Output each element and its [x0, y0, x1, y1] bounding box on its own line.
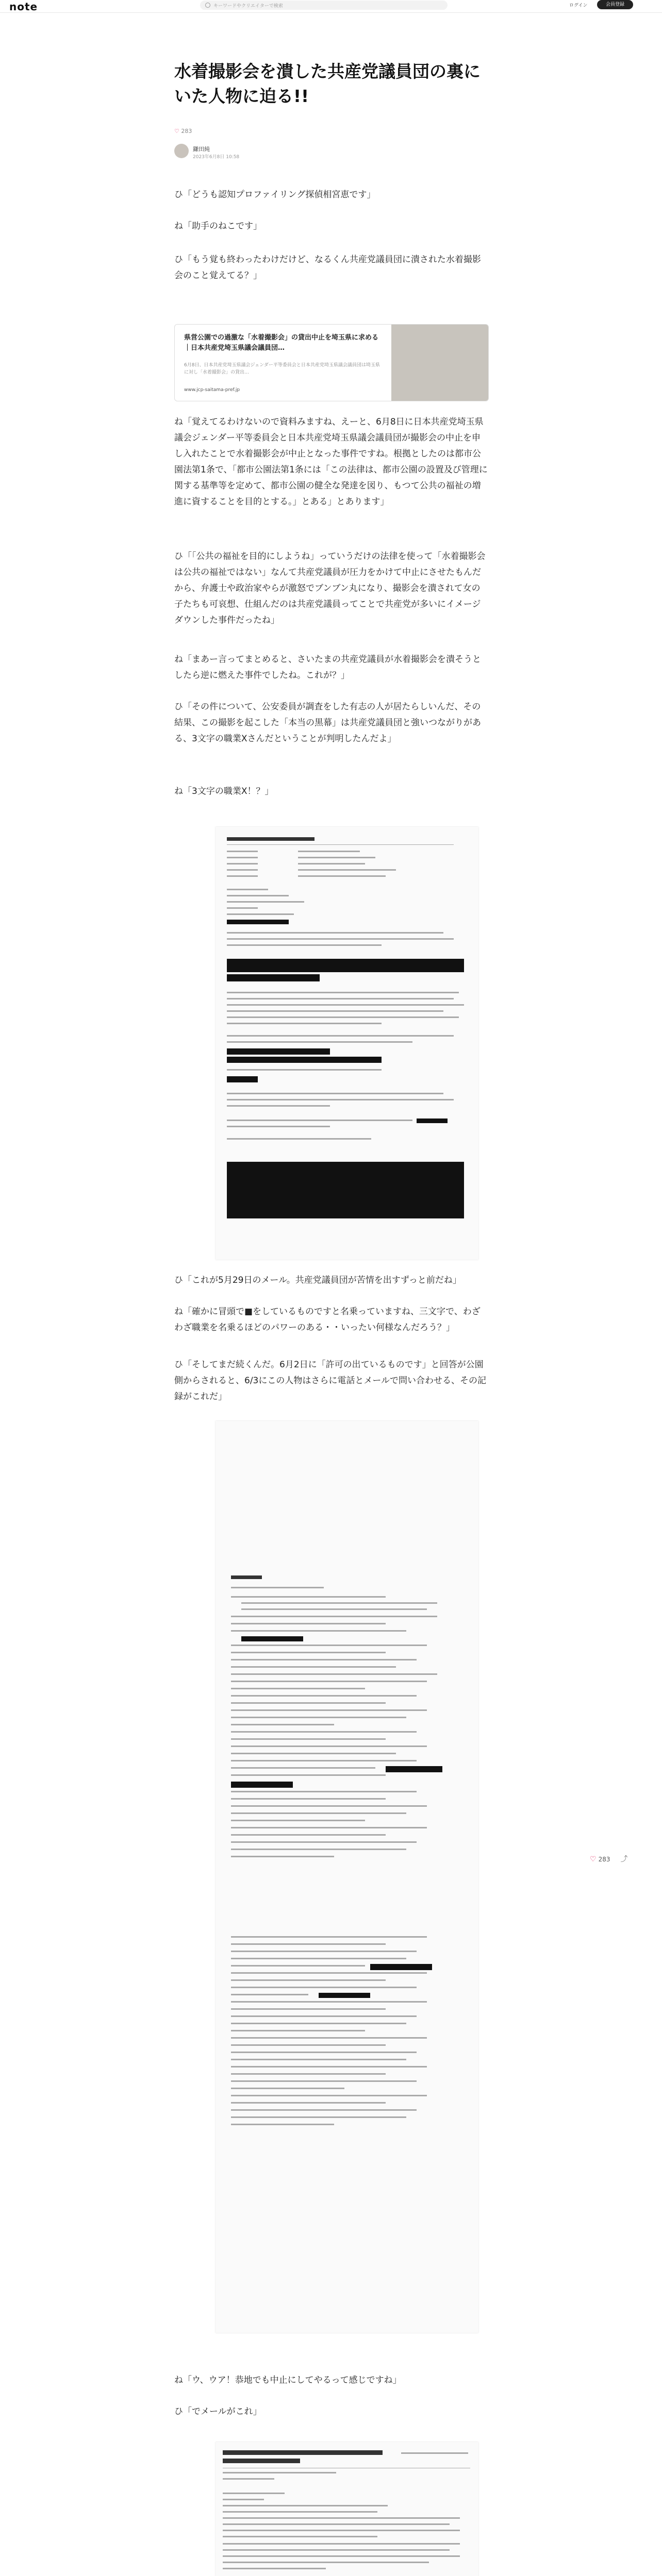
paragraph: ね「ウ、ウア！恭地でも中止にしてやるって感じですね」 [174, 2375, 402, 2385]
like-count-value: 283 [181, 128, 192, 134]
paragraph: ひ「でメールがこれ」 [174, 2406, 262, 2417]
paragraph: ひ「「公共の福祉を目的にしようね」っていうだけの法律を使って「水着撮影会は公共の福祉ではない」なんて共産党議員が圧力をかけて中止にさせたもんだから、弁護士や政治家やらが激怒でブンブン丸になり、撮影会を潰されて女の子たちも可哀想、仕組んだのは共産党議員ってことで共産党が多いにイメージダウンした事件だったね」 [174, 551, 486, 625]
link-card-thumbnail [391, 325, 489, 401]
paragraph: ね「まあー言ってまとめると、さいたまの共産党議員が水着撮影会を潰そうとしたら逆に燃えた事件でしたね。これが？」 [174, 654, 481, 681]
site-header [0, 0, 662, 13]
author-name[interactable]: 鎌田純 [193, 146, 210, 152]
signup-button[interactable]: 会員登録 [597, 0, 633, 9]
search-placeholder: キーワードやクリエイターで検索 [213, 4, 283, 9]
paragraph: ね「3文字の職業X！？」 [174, 786, 274, 796]
link-card-title: 県営公園での過激な「水着撮影会」の貸出中止を埼玉県に求める｜日本共産党埼玉県議会議員団… [184, 334, 379, 352]
author-avatar[interactable] [174, 144, 189, 158]
like-count-side: 283 [598, 1856, 610, 1863]
note-logo[interactable]: note [9, 1, 38, 13]
inquiry-log-screenshot [216, 1421, 478, 2333]
email-screenshot-1 [216, 827, 478, 1260]
paragraph: ね「覚えてるわけないので資料みますね、えーと、6月8日に日本共産党埼玉県議会ジェンダー平等委員会と日本共産党埼玉県議会議員団が撮影会の中止を申し入れたことで水着撮影会が中止となった事件ですね。根拠としたのは都市公園法第1条で、「都市公園法第1条には「この法律は、都市公園の設置及び管理に関する基準等を定めて、都市公園の健全な発達を図り、もつて公共の福祉の増進に資することを目的とする。」とある」とあります」 [174, 417, 488, 507]
paragraph: ひ「その件について、公安委員が調査をした有志の人が居たらしいんだ、その結果、この撮影を起こした「本当の黒幕」は共産党議員団と強いつながりがある、3文字の職業Xさんだということが判明したんだよ」 [174, 702, 481, 744]
paragraph: ね「助手のねこです」 [174, 221, 262, 231]
search-input[interactable] [200, 1, 448, 10]
link-card-description: 6月8日、日本共産党埼玉県議会ジェンダー平等委員会と日本共産党埼玉県議会議員団は埼玉県に対し「水着撮影会」の貸出… [184, 363, 380, 376]
paragraph: ひ「もう覚も終わったわけだけど、なるくん共産党議員団に潰された水着撮影会のこと覚えてる？」 [174, 255, 481, 281]
link-card[interactable] [174, 324, 489, 401]
publish-date: 2023年6月8日 10:58 [193, 155, 240, 160]
floating-actions [590, 1854, 627, 1864]
search-icon [205, 3, 210, 8]
heart-icon: ♡ [174, 128, 179, 134]
article-title: 水着撮影会を潰した共産党議員団の裏にいた人物に迫る!! [174, 61, 481, 106]
like-heart-icon[interactable]: ♡ [590, 1855, 597, 1863]
link-card-url: www.jcp-saitama-pref.jp [184, 387, 240, 393]
paragraph: ひ「これが5月29日のメール。共産党議員団が苦情を出すずっと前だね」 [174, 1275, 461, 1285]
login-link[interactable]: ログイン [569, 3, 588, 8]
share-icon[interactable]: ⤴ [620, 1855, 628, 1863]
paragraph: ひ「どうも認知プロファイリング探偵相宮恵です」 [174, 190, 376, 200]
email-screenshot-2 [216, 2442, 478, 2576]
paragraph: ね「確かに冒頭で■をしているものですと名乗っていますね、三文字で、わざわざ職業を名乗るほどのパワーのある・・いったい何様なんだろう？」 [174, 1307, 481, 1333]
paragraph: ひ「そしてまだ続くんだ。6月2日に「許可の出ているものです」と回答が公園側からされると、6/3にこの人物はさらに電話とメールで問い合わせる、その記録がこれだ」 [174, 1360, 487, 1402]
like-count-top[interactable] [174, 128, 192, 134]
